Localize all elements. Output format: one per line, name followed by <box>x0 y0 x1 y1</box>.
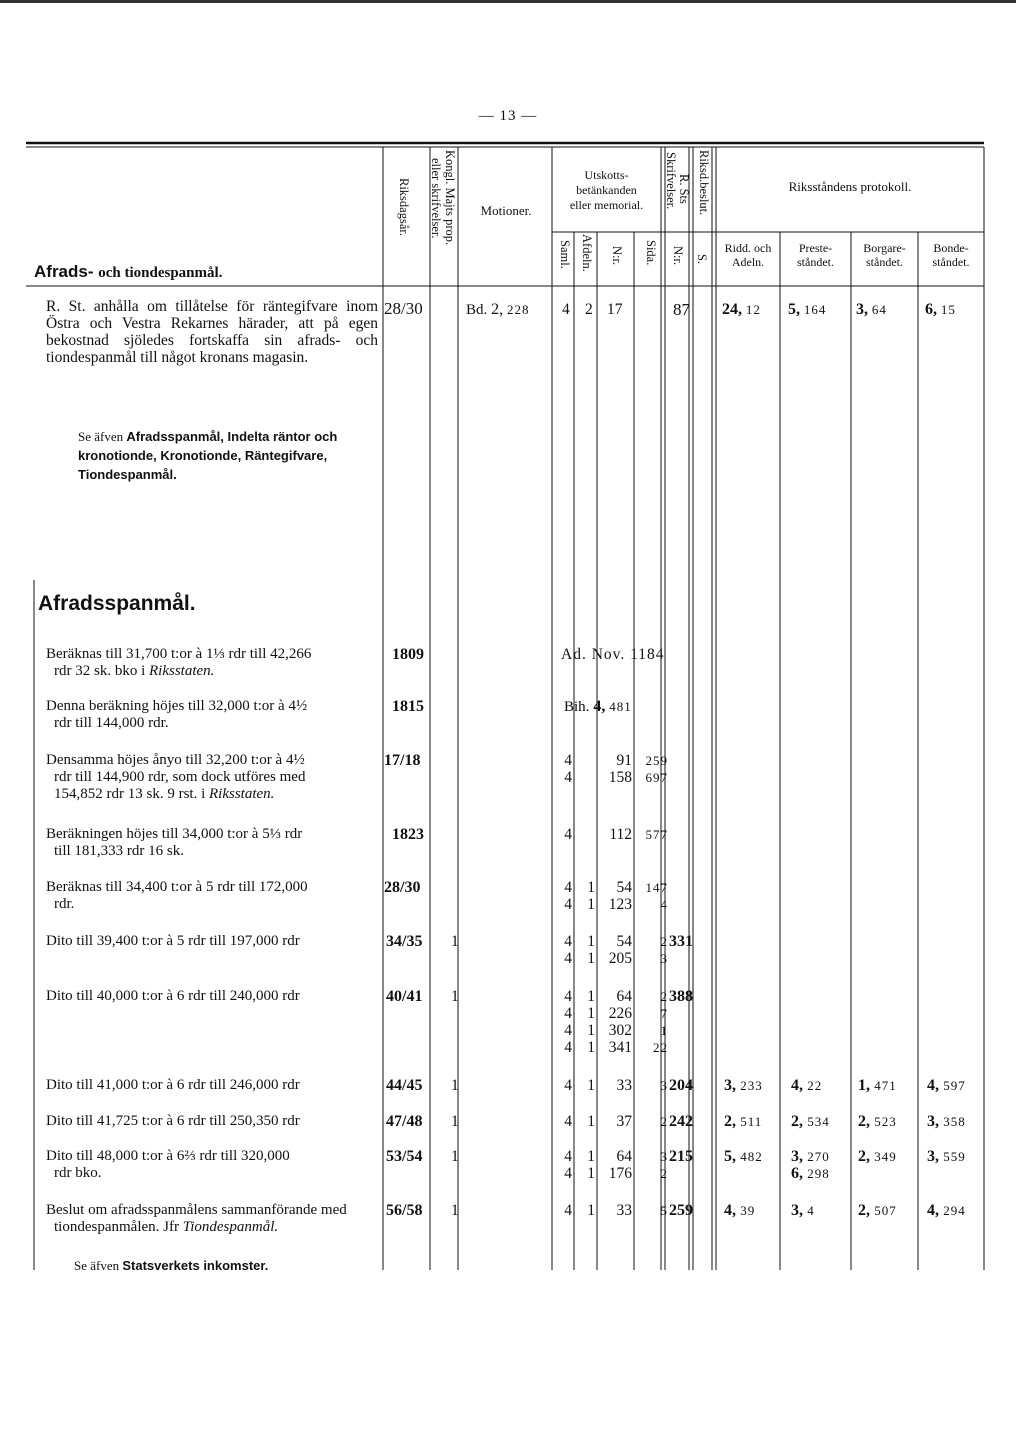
header-bonde-2: ståndet. <box>932 255 970 269</box>
see-also-1: Se äfven Afradsspanmål, Indelta räntor och <box>78 429 338 444</box>
header-bonde: Bonde- <box>933 241 969 255</box>
utskott-cell: 4 <box>564 769 572 786</box>
e9-year: 47/48 <box>386 1113 423 1130</box>
saml-cell: 4 <box>562 301 570 318</box>
protokoll-cell: 2, 534 <box>791 1113 830 1130</box>
entry-rekarnes: R. St. anhålla om tillåtelse för räntegifvare inom Östra och Vestra Rekarnes härader, att på egen bekostnad sjöledes fortskaffa sin afrads- och tiondespanmål till något kronans magasin. <box>46 298 378 366</box>
protokoll-cell: 2, 523 <box>858 1113 897 1130</box>
e3-line1: Densamma höjes ånyo till 32,200 t:or à 4½ <box>46 752 305 768</box>
e2-ref: Bih. 4, 481 <box>564 698 632 715</box>
utskott-cell: 1 <box>587 1005 595 1022</box>
protokoll-cell: 3, 270 <box>791 1148 830 1165</box>
utskott-cell: 302 <box>608 1022 632 1039</box>
utskott-cell: 2 <box>660 989 668 1004</box>
e1-ref: Ad. Nov. 1184 <box>561 646 665 663</box>
nr-cell: 17 <box>607 301 623 318</box>
protokoll-preste: 5, 164 <box>788 301 827 318</box>
e1-line1: Beräknas till 31,700 t:or à 1⅓ rdr till 42,266 <box>46 646 312 662</box>
utskott-cell: 123 <box>608 896 632 913</box>
e10-line2: rdr bko. <box>54 1165 102 1181</box>
e2-line1: Denna beräkning höjes till 32,000 t:or à 4½ <box>46 698 308 714</box>
header-kongl-prop-2: eller skrifvelser. <box>429 158 443 239</box>
header-riksdagsar: Riksdagsår. <box>397 178 411 236</box>
e9-prop: 1 <box>451 1113 459 1130</box>
header-rsts-2: Skrifvelser. <box>664 152 678 210</box>
header-utskott-2: betänkanden <box>576 183 637 197</box>
header-utskott: Utskotts- <box>584 168 629 182</box>
protokoll-cell: 3, 4 <box>791 1202 815 1219</box>
protokoll-cell: 1, 471 <box>858 1077 897 1094</box>
utskott-cell: 3 <box>660 1078 668 1093</box>
utskott-cell: 2 <box>660 934 668 949</box>
utskott-cell: 4 <box>564 950 572 967</box>
header-riksd-beslut: Riksd.beslut. <box>697 150 711 216</box>
utskott-cell: 1 <box>587 1022 595 1039</box>
header-ridd: Ridd. och <box>724 241 772 255</box>
header-nr: N:r. <box>610 246 624 266</box>
protokoll-borgare: 3, 64 <box>856 301 887 318</box>
e4-line1: Beräkningen höjes till 34,000 t:or à 5⅓ rdr <box>46 826 303 842</box>
e8-skr: 204 <box>669 1077 693 1094</box>
e1-line2: rdr 32 sk. bko i Riksstaten. <box>54 663 215 679</box>
utskott-cell: 4 <box>564 1202 572 1219</box>
utskott-cell: 1 <box>587 950 595 967</box>
e3-year: 17/18 <box>384 752 421 769</box>
protokoll-cell: 5, 482 <box>724 1148 763 1165</box>
utskott-cell: 7 <box>660 1006 668 1021</box>
skrifvelse-cell: 87 <box>673 300 690 319</box>
utskott-cell: 341 <box>608 1039 632 1056</box>
header-nr-2: N:r. <box>671 246 685 266</box>
utskott-cell: 64 <box>616 1148 632 1165</box>
header-borgare: Borgare- <box>863 241 906 255</box>
e7-year: 40/41 <box>386 988 423 1005</box>
e3-line2: rdr till 144,900 rdr, som dock utföres med <box>54 769 306 785</box>
utskott-cell: 1 <box>587 1039 595 1056</box>
utskott-cell: 4 <box>564 1148 572 1165</box>
utskott-cell: 4 <box>564 879 572 896</box>
utskott-cell: 54 <box>616 879 632 896</box>
see-also-3: Tiondespanmål. <box>78 467 177 482</box>
e3-line3: 154,852 rdr 13 sk. 9 rst. i Riksstaten. <box>54 786 275 802</box>
utskott-cell: 22 <box>653 1040 668 1055</box>
utskott-cell: 5 <box>660 1203 668 1218</box>
utskott-cell: 37 <box>616 1113 632 1130</box>
utskott-cell: 4 <box>564 1022 572 1039</box>
utskott-cell: 1 <box>587 933 595 950</box>
header-preste-2: ståndet. <box>797 255 834 269</box>
header-s: S. <box>695 254 709 265</box>
e8-prop: 1 <box>451 1077 459 1094</box>
protokoll-bonde: 6, 15 <box>925 301 956 318</box>
utskott-cell: 1 <box>587 896 595 913</box>
utskott-cell: 54 <box>616 933 632 950</box>
utskott-cell: 158 <box>608 769 632 786</box>
header-afdeln: Afdeln. <box>580 234 594 272</box>
e8-year: 44/45 <box>386 1077 423 1094</box>
e6-line1: Dito till 39,400 t:or à 5 rdr till 197,000 rdr <box>46 933 300 949</box>
utskott-cell: 1 <box>587 988 595 1005</box>
protokoll-cell: 2, 511 <box>724 1113 763 1130</box>
e6-prop: 1 <box>451 933 459 950</box>
e10-year: 53/54 <box>386 1148 423 1165</box>
e4-year: 1823 <box>392 826 424 843</box>
e2-year: 1815 <box>392 698 424 715</box>
protokoll-cell: 4, 22 <box>791 1077 823 1094</box>
motion-ref: Bd. 2, 228 <box>466 301 530 318</box>
utskott-cell: 4 <box>564 1077 572 1094</box>
utskott-cell: 4 <box>564 1039 572 1056</box>
e11-prop: 1 <box>451 1202 459 1219</box>
protokoll-cell: 3, 233 <box>724 1077 763 1094</box>
utskott-cell: 226 <box>608 1005 632 1022</box>
year-cell: 28/30 <box>384 299 423 318</box>
utskott-cell: 4 <box>564 933 572 950</box>
utskott-cell: 4 <box>564 826 572 843</box>
protokoll-cell: 2, 507 <box>858 1202 897 1219</box>
utskott-cell: 1 <box>587 879 595 896</box>
e11-line1: Beslut om afradsspanmålens sammanförande med <box>46 1202 347 1218</box>
utskott-cell: 4 <box>660 897 668 912</box>
e7-line1: Dito till 40,000 t:or à 6 rdr till 240,000 rdr <box>46 988 300 1004</box>
e5-year: 28/30 <box>384 879 421 896</box>
e11-line2: tiondespanmålen. Jfr Tiondespanmål. <box>54 1219 279 1235</box>
header-ridd-2: Adeln. <box>731 255 765 269</box>
utskott-cell: 2 <box>660 1114 668 1129</box>
header-preste: Preste- <box>798 241 833 255</box>
header-sida: Sida. <box>644 240 658 266</box>
e10-line1: Dito till 48,000 t:or à 6⅔ rdr till 320,000 <box>46 1148 290 1164</box>
utskott-cell: 1 <box>587 1113 595 1130</box>
e1-year: 1809 <box>392 646 424 663</box>
afdeln-cell: 2 <box>585 301 593 318</box>
utskott-cell: 4 <box>564 988 572 1005</box>
e11-skr: 259 <box>669 1202 693 1219</box>
header-kongl-prop: Kongl. Majts prop. <box>443 150 457 246</box>
protokoll-cell: 3, 559 <box>927 1148 966 1165</box>
page-number: — 13 — <box>478 108 538 124</box>
see-also-statsverket: Se äfven Statsverkets inkomster. <box>74 1258 269 1273</box>
utskott-cell: 1 <box>587 1202 595 1219</box>
utskott-cell: 112 <box>609 826 632 843</box>
utskott-cell: 577 <box>645 827 668 842</box>
utskott-cell: 4 <box>564 896 572 913</box>
header-utskott-3: eller memorial. <box>569 198 644 212</box>
header-motioner: Motioner. <box>480 203 532 218</box>
e9-line1: Dito till 41,725 t:or à 6 rdr till 250,350 rdr <box>46 1113 300 1129</box>
utskott-cell: 1 <box>587 1077 595 1094</box>
utskott-cell: 176 <box>608 1165 632 1182</box>
e11-year: 56/58 <box>386 1202 423 1219</box>
utskott-cell: 259 <box>645 753 668 768</box>
utskott-cell: 697 <box>645 770 668 785</box>
e5-line2: rdr. <box>54 896 75 912</box>
e9-skr: 242 <box>669 1113 693 1130</box>
utskott-cell: 1 <box>587 1165 595 1182</box>
e8-line1: Dito till 41,000 t:or à 6 rdr till 246,000 rdr <box>46 1077 300 1093</box>
utskott-cell: 1 <box>660 1023 668 1038</box>
e4-line2: till 181,333 rdr 16 sk. <box>54 843 184 859</box>
e10-skr: 215 <box>669 1148 693 1165</box>
e6-year: 34/35 <box>386 933 423 950</box>
e5-line1: Beräknas till 34,400 t:or à 5 rdr till 172,000 <box>46 879 308 895</box>
section-title-afrads: Afrads- och tiondespanmål. <box>34 262 223 281</box>
utskott-cell: 4 <box>564 1005 572 1022</box>
protokoll-cell: 4, 39 <box>724 1202 756 1219</box>
header-protokoll: Riksståndens protokoll. <box>788 179 912 194</box>
protokoll-cell: 3, 358 <box>927 1113 966 1130</box>
protokoll-cell: 2, 349 <box>858 1148 897 1165</box>
e2-line2: rdr till 144,000 rdr. <box>54 715 169 731</box>
see-also-2: kronotionde, Kronotionde, Räntegifvare, <box>78 448 328 463</box>
e7-prop: 1 <box>451 988 459 1005</box>
utskott-cell: 205 <box>608 950 632 967</box>
e7-skr: 388 <box>669 988 693 1005</box>
utskott-cell: 33 <box>616 1077 632 1094</box>
header-borgare-2: ståndet. <box>866 255 903 269</box>
utskott-cell: 33 <box>616 1202 632 1219</box>
header-saml: Saml. <box>558 240 572 269</box>
utskott-cell: 64 <box>616 988 632 1005</box>
utskott-cell: 3 <box>660 951 668 966</box>
section-title-afradsspanmal: Afradsspanmål. <box>38 592 196 615</box>
utskott-cell: 3 <box>660 1149 668 1164</box>
protokoll-cell: 4, 294 <box>927 1202 966 1219</box>
utskott-cell: 2 <box>660 1166 668 1181</box>
utskott-cell: 1 <box>587 1148 595 1165</box>
utskott-cell: 4 <box>564 1113 572 1130</box>
utskott-cell: 147 <box>645 880 668 895</box>
e6-skr: 331 <box>669 933 693 950</box>
e10-prop: 1 <box>451 1148 459 1165</box>
utskott-cell: 91 <box>616 752 632 769</box>
protokoll-cell: 4, 597 <box>927 1077 966 1094</box>
protokoll-cell: 6, 298 <box>791 1165 830 1182</box>
protokoll-ridd: 24, 12 <box>722 301 761 318</box>
utskott-cell: 4 <box>564 752 572 769</box>
utskott-cell: 4 <box>564 1165 572 1182</box>
header-rsts: R. Sts <box>677 174 691 204</box>
